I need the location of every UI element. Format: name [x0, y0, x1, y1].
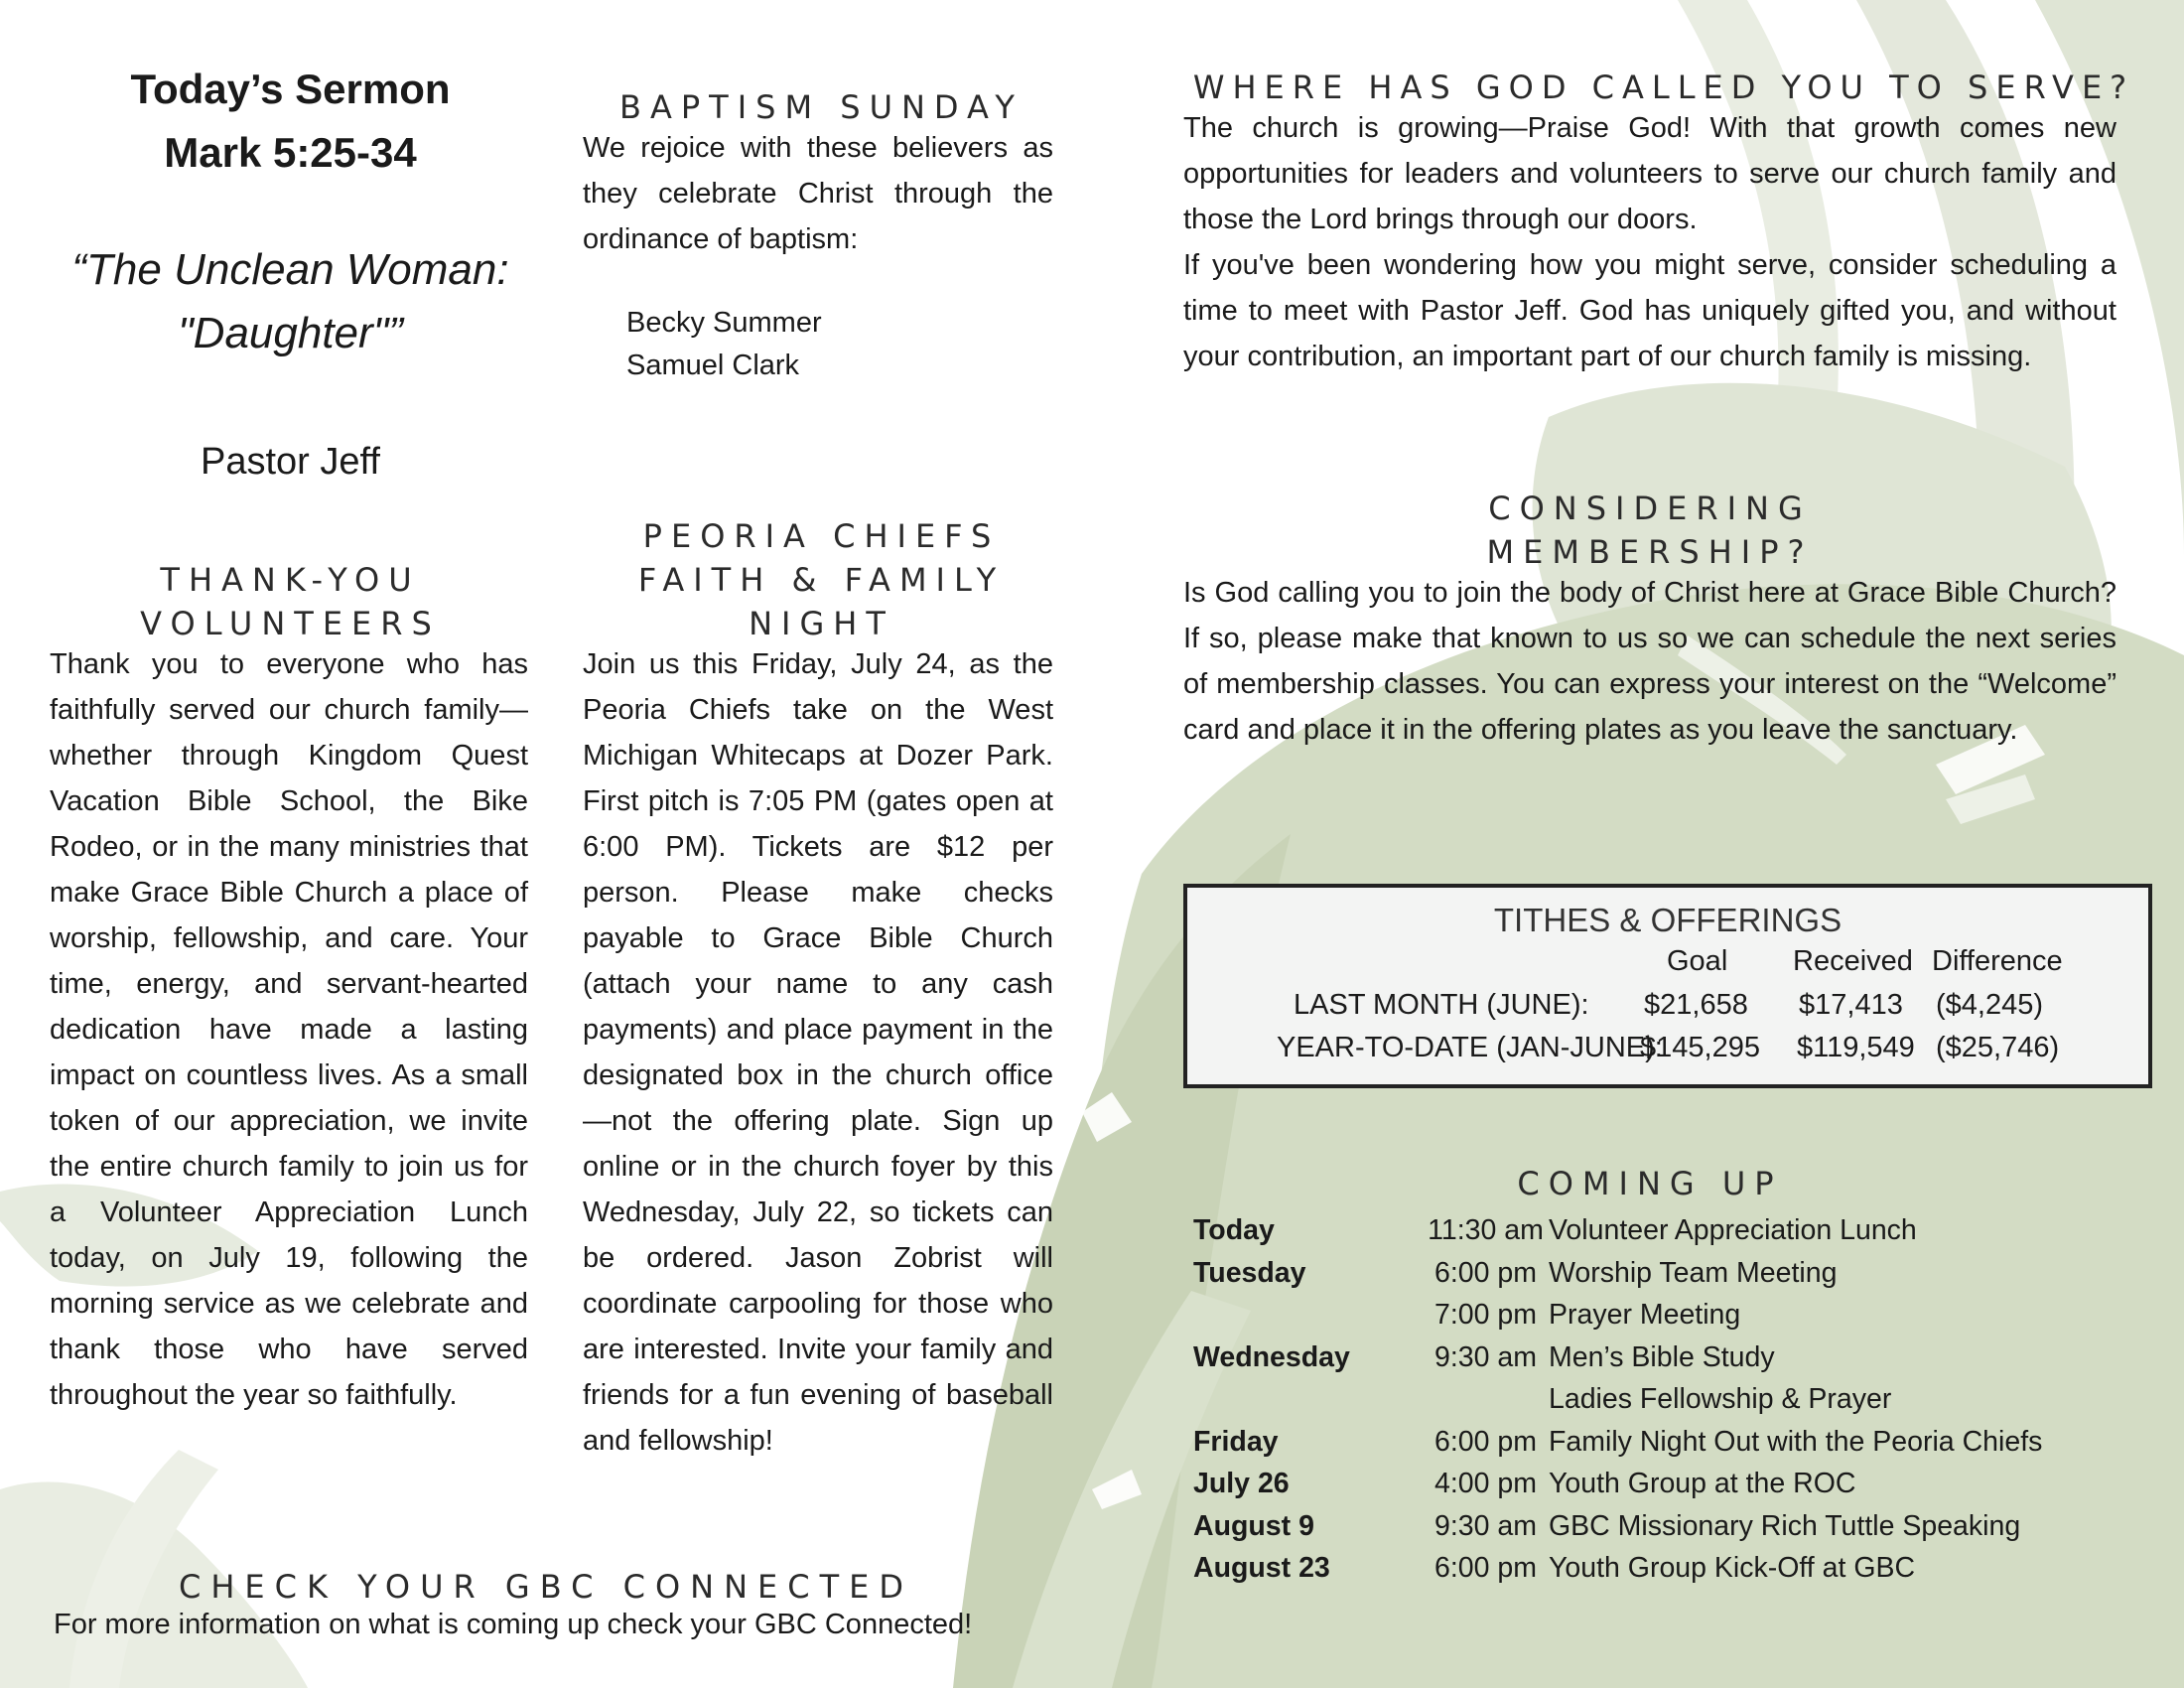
event-desc: Ladies Fellowship & Prayer [1549, 1383, 1892, 1415]
tithes-header-difference: Difference [1932, 945, 2063, 977]
coming-up-list [1191, 1209, 2144, 1590]
membership-text: Is God calling you to join the body of Christ here at Grace Bible Church? If so, please make that known to us so we can schedule the next series of membership classes. You can express your interest on the “Welcome” card and place it in the offering plates as you leave the sanctuary. [1183, 577, 2116, 746]
sermon-title-line2: "Daughter"” [178, 309, 403, 357]
tithes-header-received: Received [1793, 945, 1913, 977]
tithes-row-received: $119,549 [1797, 1032, 1915, 1063]
event-desc: Worship Team Meeting [1549, 1256, 1838, 1289]
serve-paragraph: The church is growing—Praise God! With that growth comes new opportunities for leaders and volunteers to serve our church family and those the Lord brings through our doors. [1183, 112, 2116, 235]
sermon-pastor: Pastor Jeff [201, 441, 380, 483]
event-desc: Youth Group at the ROC [1549, 1468, 1856, 1499]
baptism-name: Samuel Clark [626, 350, 800, 381]
serve-heading: WHERE HAS GOD CALLED YOU TO SERVE? [1192, 69, 2135, 106]
coming-up-heading: COMING UP [1517, 1165, 1783, 1202]
event-day: Wednesday [1193, 1340, 1350, 1373]
sermon-reference: Mark 5:25-34 [164, 129, 417, 176]
event-time: 4:00 pm [1434, 1468, 1537, 1499]
event-desc: Volunteer Appreciation Lunch [1549, 1214, 1917, 1246]
event-row [1191, 1294, 2144, 1336]
event-day: Today [1193, 1214, 1275, 1246]
event-row [1191, 1209, 2144, 1252]
baptism-name: Becky Summer [626, 307, 822, 339]
event-day: July 26 [1193, 1468, 1290, 1499]
serve-text [1183, 105, 2116, 379]
serve-paragraph: If you've been wondering how you might serve, consider scheduling a time to meet with Pastor Jeff. God has uniquely gifted you, and without your contribution, an important part of our church family is missing. [1183, 249, 2116, 372]
thank-you-text: Thank you to everyone who has faithfully served our church family—whether through Kingdom Quest Vacation Bible School, the Bike Rodeo, or in the many ministries that make Grace Bible Church a place of worship, fellowship, and care. Your time, energy, and servant-hearted dedication have made a lasting impact on countless lives. As a small token of our appreciation, we invite the entire church family to join us for a Volunteer Appreciation Lunch today, on July 19, following the morning service as we celebrate and thank those who have served throughout the year so faithfully. [50, 648, 528, 1411]
connected-text: For more information on what is coming up check your GBC Connected! [54, 1609, 973, 1640]
thank-you-heading: THANK-YOU VOLUNTEERS [140, 561, 441, 642]
chiefs-heading: PEORIA CHIEFS FAITH & FAMILY NIGHT [637, 517, 1006, 642]
tithes-row-difference: ($25,746) [1936, 1032, 2060, 1063]
tithes-row-label: LAST MONTH (JUNE): [1294, 989, 1589, 1021]
event-desc: Prayer Meeting [1549, 1299, 1741, 1331]
event-time: 9:30 am [1434, 1340, 1537, 1373]
event-row [1191, 1378, 2144, 1421]
event-row [1191, 1421, 2144, 1464]
connected-heading: CHECK YOUR GBC CONNECTED [178, 1568, 913, 1606]
event-time: 6:00 pm [1434, 1256, 1537, 1289]
tithes-header-goal: Goal [1667, 945, 1728, 977]
tithes-row-goal: $21,658 [1644, 989, 1748, 1021]
event-row [1191, 1463, 2144, 1505]
event-row [1191, 1336, 2144, 1379]
event-row [1191, 1505, 2144, 1548]
tithes-row-difference: ($4,245) [1936, 989, 2044, 1021]
sermon-title [40, 238, 541, 365]
event-time: 9:30 am [1434, 1509, 1537, 1542]
tithes-row-received: $17,413 [1799, 989, 1903, 1021]
baptism-heading: BAPTISM SUNDAY [619, 88, 1024, 126]
tithes-row-label: YEAR-TO-DATE (JAN-JUNE): [1277, 1032, 1663, 1063]
sermon-heading-line1: Today’s Sermon [130, 66, 451, 112]
event-desc: Men’s Bible Study [1549, 1340, 1775, 1373]
event-time: 11:30 am [1428, 1214, 1544, 1246]
event-desc: Family Night Out with the Peoria Chiefs [1549, 1425, 2043, 1458]
event-time: 6:00 pm [1434, 1425, 1537, 1458]
event-time: 6:00 pm [1434, 1552, 1537, 1584]
baptism-names [626, 302, 1043, 387]
event-day: Friday [1193, 1425, 1279, 1458]
event-time: 7:00 pm [1434, 1299, 1537, 1331]
event-row [1191, 1252, 2144, 1295]
event-row [1191, 1547, 2144, 1590]
event-desc: Youth Group Kick-Off at GBC [1549, 1552, 1916, 1584]
event-day: August 9 [1193, 1509, 1314, 1542]
baptism-text: We rejoice with these believers as they celebrate Christ through the ordinance of baptism: [583, 132, 1053, 255]
tithes-row-goal: $145,295 [1640, 1032, 1760, 1063]
event-day: August 23 [1193, 1552, 1330, 1584]
sermon-title-line1: “The Unclean Woman: [71, 245, 509, 294]
chiefs-text: Join us this Friday, July 24, as the Peoria Chiefs take on the West Michigan Whitecaps at Dozer Park. First pitch is 7:05 PM (gates open at 6:00 PM). Tickets are $12 per person. Please make checks payable to Grace Bible Church (attach your name to any cash payments) and place payment in the designated box in the church office—not the offering plate. Sign up online or in the church foyer by this Wednesday, July 22, so tickets can be ordered. Jason Zobrist will coordinate carpooling for those who are interested. Invite your family and friends for a fun evening of baseball and fellowship! [583, 648, 1053, 1457]
tithes-title: TITHES & OFFERINGS [1493, 902, 1843, 938]
event-desc: GBC Missionary Rich Tuttle Speaking [1549, 1509, 2021, 1542]
event-day: Tuesday [1193, 1256, 1306, 1289]
sermon-heading [40, 58, 541, 185]
membership-heading: CONSIDERING MEMBERSHIP? [1486, 490, 1814, 571]
tithes-box [1183, 884, 2152, 1088]
